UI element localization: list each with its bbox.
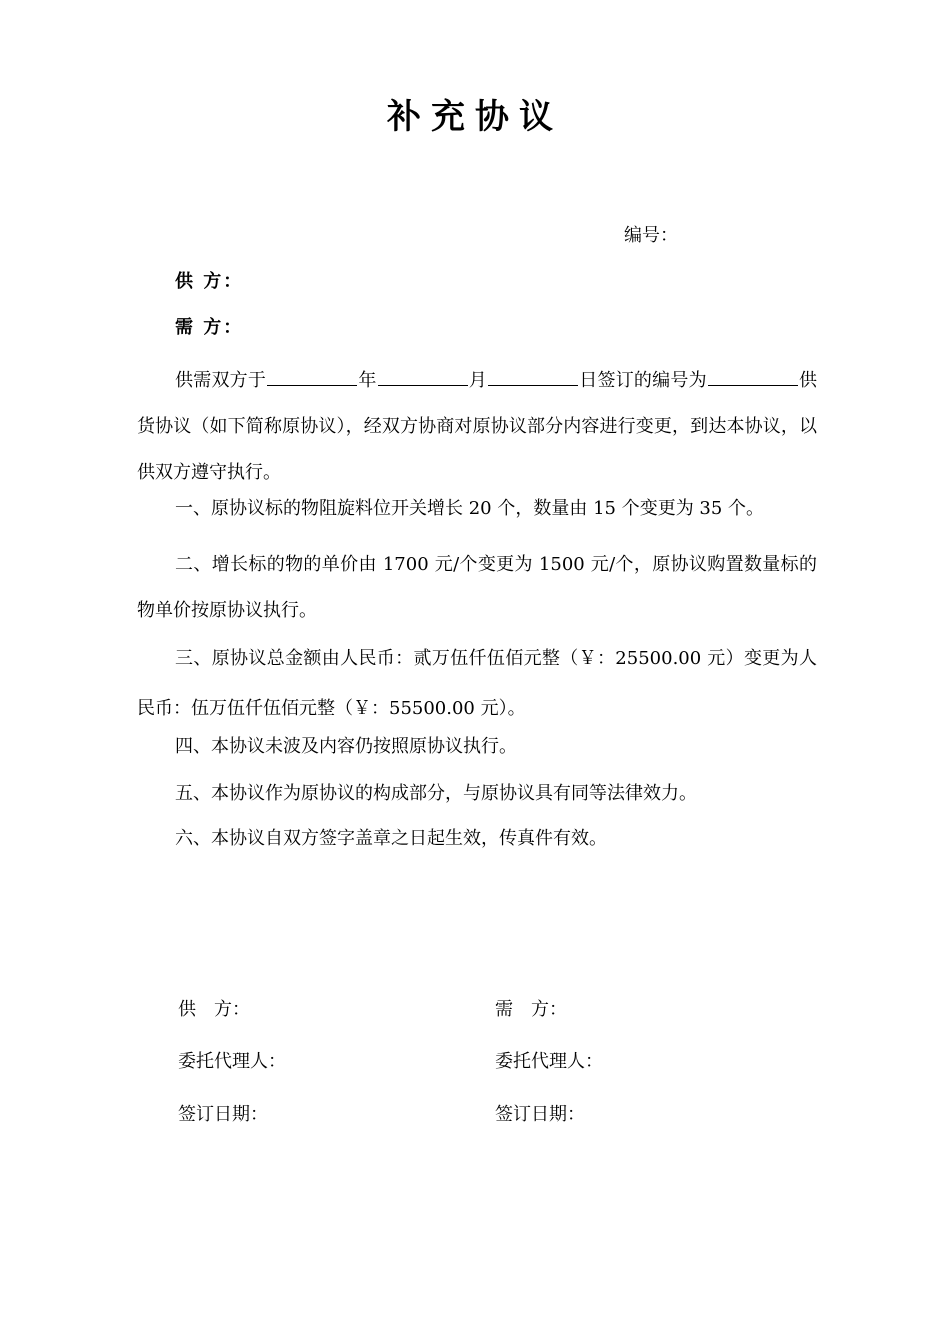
supplier-label: 供 方：	[175, 271, 244, 292]
clause-3: 三、原协议总金额由人民币：贰万伍仟伍佰元整（￥：25500.00 元）变更为人民币：伍万伍仟伍佰元整（￥：55500.00 元）。	[137, 648, 817, 719]
intro-day: 日签订的编号为	[579, 370, 707, 391]
clause-4: 四、本协议未波及内容仍按照原协议执行。	[175, 736, 517, 757]
intro-year: 年	[358, 370, 377, 391]
supplier-date-label: 签订日期：	[178, 1104, 268, 1125]
day-blank	[488, 367, 578, 386]
clause-2: 二、增长标的物的单价由 1700 元/个变更为 1500 元/个，原协议购置数量标的物单价按原协议执行。	[137, 554, 817, 621]
clause-1: 一、原协议标的物阻旋料位开关增长 20 个，数量由 15 个变更为 35 个。	[175, 498, 765, 519]
buyer-date-label: 签订日期：	[495, 1104, 585, 1125]
year-blank	[267, 367, 357, 386]
buyer-label: 需 方：	[175, 317, 244, 338]
intro-text-start: 供需双方于	[175, 370, 267, 391]
month-blank	[378, 367, 468, 386]
clause-6: 六、本协议自双方签字盖章之日起生效，传真件有效。	[175, 828, 607, 849]
supplier-agent-label: 委托代理人：	[178, 1051, 286, 1072]
document-title: 补充协议	[387, 97, 563, 137]
document-number-label: 编号：	[624, 225, 678, 246]
clause-5: 五、本协议作为原协议的构成部分，与原协议具有同等法律效力。	[175, 783, 697, 804]
intro-month: 月	[468, 370, 488, 391]
intro-paragraph	[137, 358, 817, 496]
contract-number-blank	[708, 367, 798, 386]
buyer-agent-label: 委托代理人：	[495, 1051, 603, 1072]
signature-buyer-label: 需 方：	[495, 999, 567, 1020]
intro-text-end: 供货协议（如下简称原协议），经双方协商对原协议部分内容进行变更，到达本协议，以供双方遵守执行。	[137, 370, 818, 483]
signature-supplier-label: 供 方：	[178, 999, 250, 1020]
